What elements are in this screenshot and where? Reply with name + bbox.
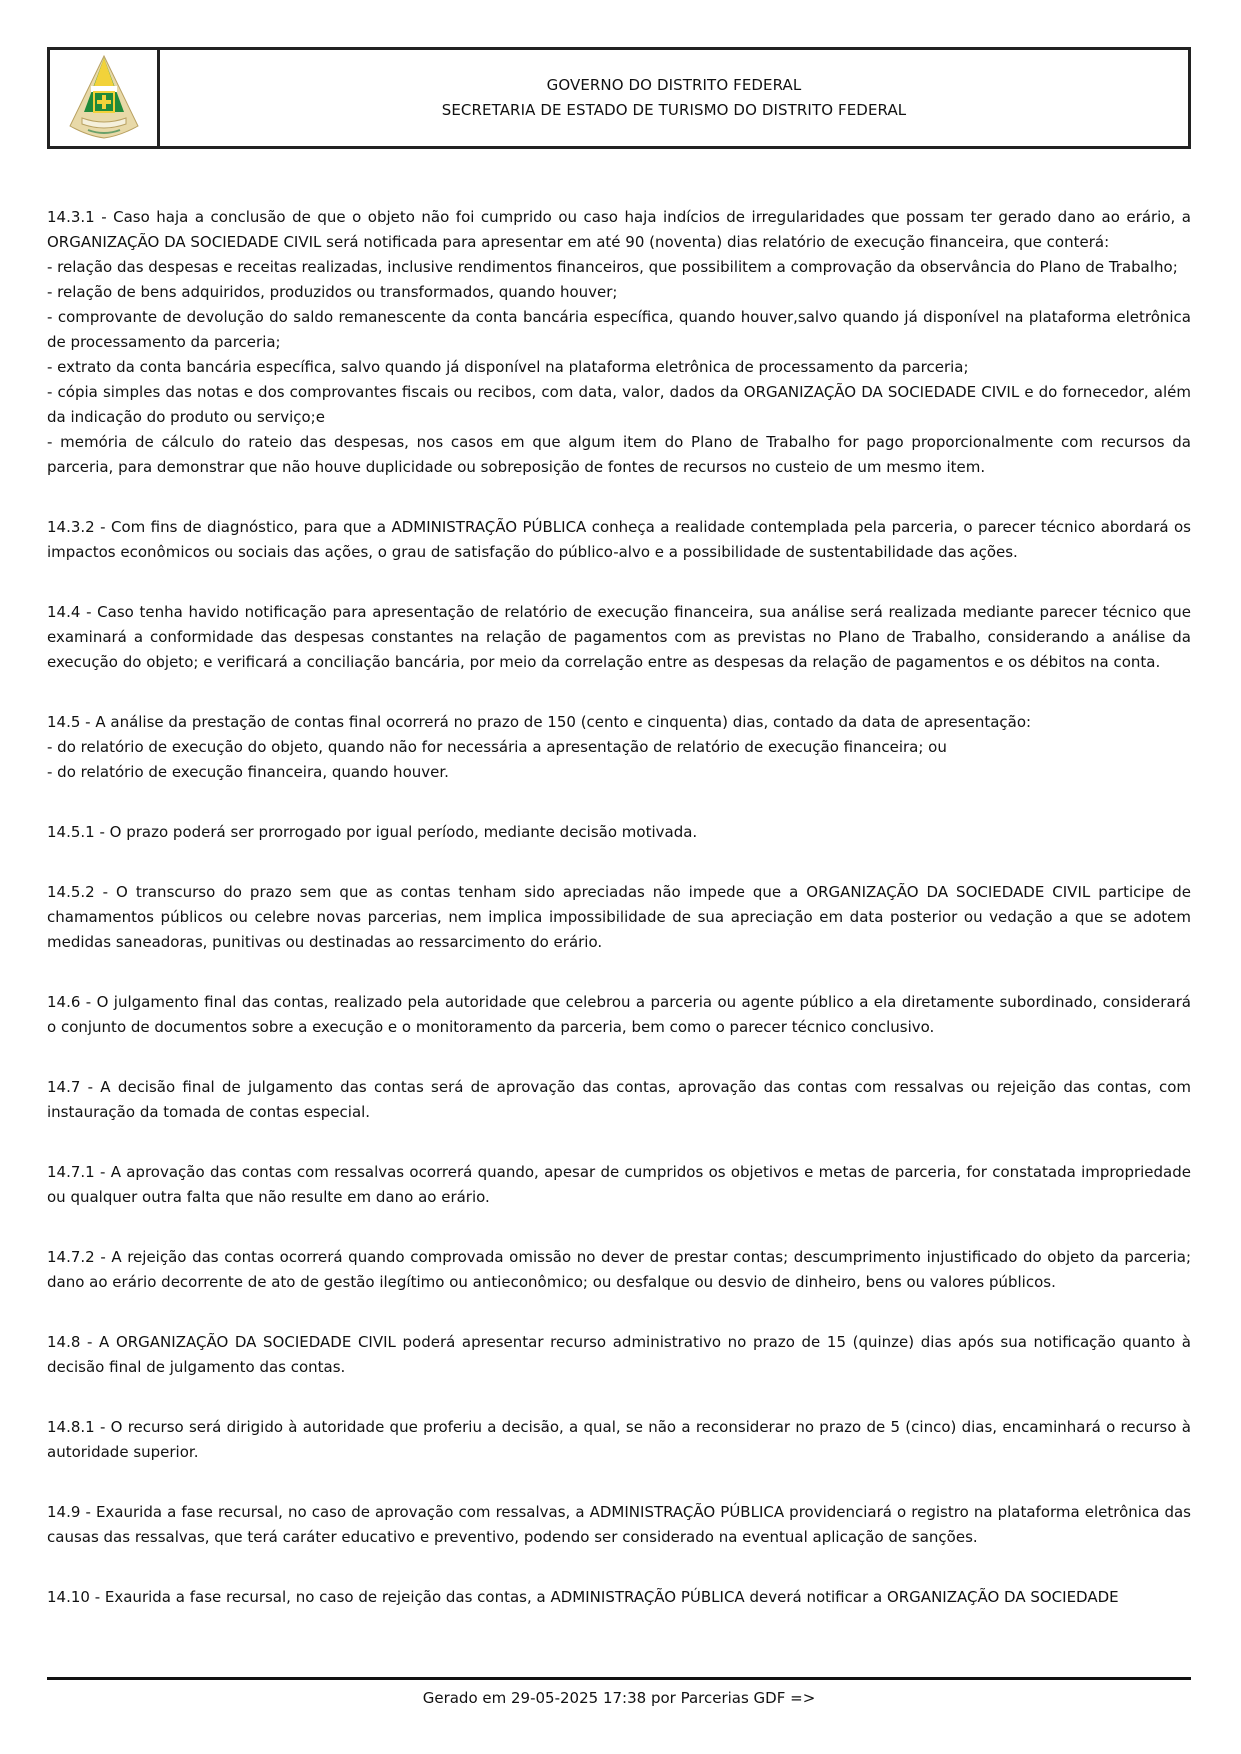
paragraph-line: 14.3.2 - Com fins de diagnóstico, para que a ADMINISTRAÇÃO PÚBLICA conheça a realidade contemplada pela parceria, o parecer técnico abordará os impactos econômicos ou sociais das ações, o grau de satisfação do público-alvo e a possibilidade de sustentabilidade das ações. (47, 518, 1191, 561)
clause-14-7-2 (47, 1245, 1191, 1295)
document-header (47, 47, 1191, 149)
clause-14-10 (47, 1585, 1191, 1610)
paragraph-line: 14.5.2 - O transcurso do prazo sem que as contas tenham sido apreciadas não impede que a ORGANIZAÇÃO DA SOCIEDADE CIVIL participe de chamamentos públicos ou celebre novas parcerias, nem implica impossibilidade de sua apreciação em data posterior ou vedação a que se adotem medidas saneadoras, punitivas ou destinadas ao ressarcimento do erário. (47, 883, 1191, 951)
paragraph-line: - extrato da conta bancária específica, salvo quando já disponível na plataforma eletrônica de processamento da parceria; (47, 358, 969, 376)
clause-14-8-1 (47, 1415, 1191, 1465)
paragraph-line: 14.3.1 - Caso haja a conclusão de que o objeto não foi cumprido ou caso haja indícios de irregularidades que possam ter gerado dano ao erário, a ORGANIZAÇÃO DA SOCIEDADE CIVIL será notificada para apresentar em até 90 (noventa) dias relatório de execução financeira, que conterá: (47, 208, 1191, 251)
government-name: GOVERNO DO DISTRITO FEDERAL (546, 76, 802, 94)
paragraph-line: - do relatório de execução financeira, quando houver. (47, 763, 449, 781)
clause-14-5-2 (47, 880, 1191, 955)
footer-generated-note: Gerado em 29-05-2025 17:38 por Parcerias GDF => (422, 1689, 816, 1707)
paragraph-line: - memória de cálculo do rateio das despesas, nos casos em que algum item do Plano de Trabalho for pago proporcionalmente com recursos da parceria, para demonstrar que não houve duplicidade ou sobreposição de fontes de recursos no custeio de um mesmo item. (47, 433, 1191, 476)
clause-14-4 (47, 600, 1191, 675)
paragraph-line: - relação das despesas e receitas realizadas, inclusive rendimentos financeiros, que possibilitem a comprovação da observância do Plano de Trabalho; (47, 258, 1178, 276)
paragraph-line: 14.10 - Exaurida a fase recursal, no caso de rejeição das contas, a ADMINISTRAÇÃO PÚBLICA deverá notificar a ORGANIZAÇÃO DA SOCIEDADE (47, 1588, 1119, 1606)
paragraph-line: 14.6 - O julgamento final das contas, realizado pela autoridade que celebrou a parceria ou agente público a ela diretamente subordinado, considerará o conjunto de documentos sobre a execução e o monitoramento da parceria, bem como o parecer técnico conclusivo. (47, 993, 1191, 1036)
paragraph-line: - do relatório de execução do objeto, quando não for necessária a apresentação de relatório de execução financeira; ou (47, 738, 947, 756)
paragraph-line: 14.7 - A decisão final de julgamento das contas será de aprovação das contas, aprovação das contas com ressalvas ou rejeição das contas, com instauração da tomada de contas especial. (47, 1078, 1191, 1121)
footer-divider (47, 1677, 1191, 1680)
paragraph-line: 14.7.1 - A aprovação das contas com ressalvas ocorrerá quando, apesar de cumpridos os objetivos e metas de parceria, for constatada impropriedade ou qualquer outra falta que não resulte em dano ao erário. (47, 1163, 1191, 1206)
paragraph-line: 14.4 - Caso tenha havido notificação para apresentação de relatório de execução financeira, sua análise será realizada mediante parecer técnico que examinará a conformidade das despesas constantes na relação de pagamentos com as previstas no Plano de Trabalho, considerando a análise da execução do objeto; e verificará a conciliação bancária, por meio da correlação entre as despesas da relação de pagamentos e os débitos na conta. (47, 603, 1191, 671)
paragraph-line: - cópia simples das notas e dos comprovantes fiscais ou recibos, com data, valor, dados da ORGANIZAÇÃO DA SOCIEDADE CIVIL e do fornecedor, além da indicação do produto ou serviço;e (47, 383, 1191, 426)
clause-14-8 (47, 1330, 1191, 1380)
paragraph-line: 14.5 - A análise da prestação de contas final ocorrerá no prazo de 150 (cento e cinquenta) dias, contado da data de apresentação: (47, 713, 1032, 731)
document-body (47, 205, 1191, 1645)
clause-14-7 (47, 1075, 1191, 1125)
secretariat-name: SECRETARIA DE ESTADO DE TURISMO DO DISTRITO FEDERAL (441, 101, 907, 119)
clause-14-9 (47, 1500, 1191, 1550)
clause-14-7-1 (47, 1160, 1191, 1210)
header-title-block (160, 50, 1188, 146)
clause-14-6 (47, 990, 1191, 1040)
clause-14-5 (47, 710, 1191, 785)
clause-14-5-1 (47, 820, 1191, 845)
paragraph-line: - comprovante de devolução do saldo remanescente da conta bancária específica, quando houver,salvo quando já disponível na plataforma eletrônica de processamento da parceria; (47, 308, 1191, 351)
brasao-df-emblem-icon (64, 52, 144, 144)
paragraph-line: 14.7.2 - A rejeição das contas ocorrerá quando comprovada omissão no dever de prestar contas; descumprimento injustificado do objeto da parceria; dano ao erário decorrente de ato de gestão ilegítimo ou antieconômico; ou desfalque ou desvio de dinheiro, bens ou valores públicos. (47, 1248, 1191, 1291)
paragraph-line: 14.8.1 - O recurso será dirigido à autoridade que proferiu a decisão, a qual, se não a reconsiderar no prazo de 5 (cinco) dias, encaminhará o recurso à autoridade superior. (47, 1418, 1191, 1461)
logo-cell (50, 50, 160, 146)
clause-14-3-1 (47, 205, 1191, 480)
paragraph-line: 14.8 - A ORGANIZAÇÃO DA SOCIEDADE CIVIL poderá apresentar recurso administrativo no prazo de 15 (quinze) dias após sua notificação quanto à decisão final de julgamento das contas. (47, 1333, 1191, 1376)
paragraph-line: 14.5.1 - O prazo poderá ser prorrogado por igual período, mediante decisão motivada. (47, 823, 698, 841)
clause-14-3-2 (47, 515, 1191, 565)
paragraph-line: 14.9 - Exaurida a fase recursal, no caso de aprovação com ressalvas, a ADMINISTRAÇÃO PÚBLICA providenciará o registro na plataforma eletrônica das causas das ressalvas, que terá caráter educativo e preventivo, podendo ser considerado na eventual aplicação de sanções. (47, 1503, 1191, 1546)
paragraph-line: - relação de bens adquiridos, produzidos ou transformados, quando houver; (47, 283, 618, 301)
